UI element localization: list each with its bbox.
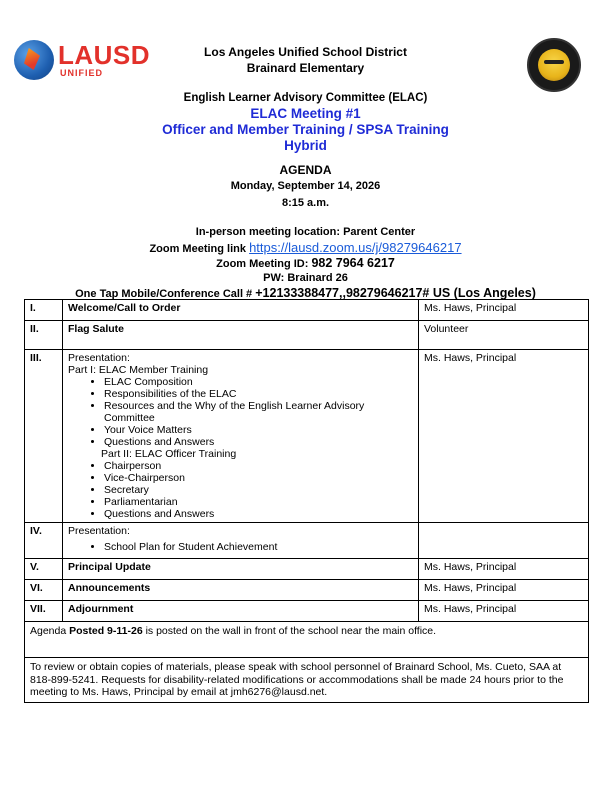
item-number: II.	[25, 321, 63, 350]
item-presenter: Ms. Haws, Principal	[419, 601, 589, 622]
table-row	[25, 658, 589, 703]
item-number: VI.	[25, 580, 63, 601]
list-item: • Secretary	[104, 484, 413, 496]
posted-notice	[25, 622, 589, 658]
table-row	[25, 523, 589, 559]
district-name: Los Angeles Unified School District	[204, 45, 407, 59]
list-item: • School Plan for Student Achievement	[104, 541, 413, 553]
bullet-list	[68, 460, 413, 520]
item-presenter	[419, 523, 589, 559]
zoom-password: PW: Brainard 26	[263, 272, 348, 284]
materials-notice: To review or obtain copies of materials, please speak with school personnel of Brainard School, Ms. Cueto, SAA at 818-899-5241. Requests for disability-related modifications or accommodations shall be made 24 hours prior to the meeting to Ms. Haws, Principal by email at jmh6276@lausd.net.	[25, 658, 589, 703]
item-number: V.	[25, 559, 63, 580]
table-row	[25, 300, 589, 321]
part-heading: Part I: ELAC Member Training	[68, 364, 209, 376]
item-number: I.	[25, 300, 63, 321]
item-title: Welcome/Call to Order	[63, 300, 419, 321]
item-presenter: Ms. Haws, Principal	[419, 300, 589, 321]
zoom-link[interactable]: https://lausd.zoom.us/j/98279646217	[249, 240, 462, 255]
meeting-time: 8:15 a.m.	[281, 197, 330, 209]
posted-date: Posted 9-11-26	[69, 625, 143, 637]
table-row	[25, 580, 589, 601]
meeting-title: ELAC Meeting #1	[250, 106, 361, 121]
one-tap-line	[0, 286, 611, 300]
agenda-table	[24, 299, 589, 703]
item-title: Announcements	[63, 580, 419, 601]
item-number: III.	[25, 350, 63, 523]
bullet-list	[68, 541, 413, 553]
table-row	[25, 559, 589, 580]
item-title: Flag Salute	[63, 321, 419, 350]
zoom-link-line	[0, 240, 611, 255]
one-tap-number: +12133388477,,98279646217# US (Los Angeles)	[255, 286, 536, 300]
training-title: Officer and Member Training / SPSA Training	[162, 122, 449, 137]
zoom-id-line	[0, 256, 611, 270]
table-row	[25, 622, 589, 658]
list-item: • Responsibilities of the ELAC	[104, 388, 413, 400]
meeting-date: Monday, September 14, 2026	[230, 180, 381, 192]
item-title: Presentation:	[68, 525, 130, 537]
item-title: Principal Update	[63, 559, 419, 580]
school-name: Brainard Elementary	[246, 61, 365, 75]
item-presenter: Ms. Haws, Principal	[419, 559, 589, 580]
lausd-logo-sub: UNIFIED	[60, 68, 103, 78]
list-item: • Questions and Answers	[104, 508, 413, 520]
zoom-id-label: Zoom Meeting ID:	[216, 258, 312, 270]
item-content	[63, 523, 419, 559]
item-presenter: Ms. Haws, Principal	[419, 350, 589, 523]
item-presenter: Volunteer	[419, 321, 589, 350]
one-tap-label: One Tap Mobile/Conference Call #	[75, 288, 256, 300]
item-number: VII.	[25, 601, 63, 622]
table-row	[25, 350, 589, 523]
list-item: • Parliamentarian	[104, 496, 413, 508]
list-item: • ELAC Composition	[104, 376, 413, 388]
item-title: Presentation:	[68, 352, 130, 364]
list-item: • Resources and the Why of the English Learner Advisory Committee	[104, 400, 413, 424]
meeting-format: Hybrid	[284, 138, 327, 153]
table-row	[25, 601, 589, 622]
list-item: • Questions and Answers	[104, 436, 413, 448]
committee-name: English Learner Advisory Committee (ELAC)	[183, 92, 428, 104]
table-row	[25, 321, 589, 350]
agenda-heading: AGENDA	[279, 163, 332, 177]
item-content	[63, 350, 419, 523]
item-title: Adjournment	[63, 601, 419, 622]
list-item: • Chairperson	[104, 460, 413, 472]
posted-post: is posted on the wall in front of the school near the main office.	[142, 625, 437, 637]
bullet-list	[68, 376, 413, 448]
zoom-link-label: Zoom Meeting link	[149, 243, 250, 255]
list-item: • Your Voice Matters	[104, 424, 413, 436]
list-item: • Vice-Chairperson	[104, 472, 413, 484]
item-number: IV.	[25, 523, 63, 559]
item-presenter: Ms. Haws, Principal	[419, 580, 589, 601]
part-heading: Part II: ELAC Officer Training	[101, 448, 237, 460]
zoom-id: 982 7964 6217	[311, 256, 395, 270]
posted-pre: Agenda	[30, 625, 70, 637]
lausd-logo-word: LAUSD	[58, 40, 151, 70]
meeting-location: In-person meeting location: Parent Center	[195, 226, 416, 238]
